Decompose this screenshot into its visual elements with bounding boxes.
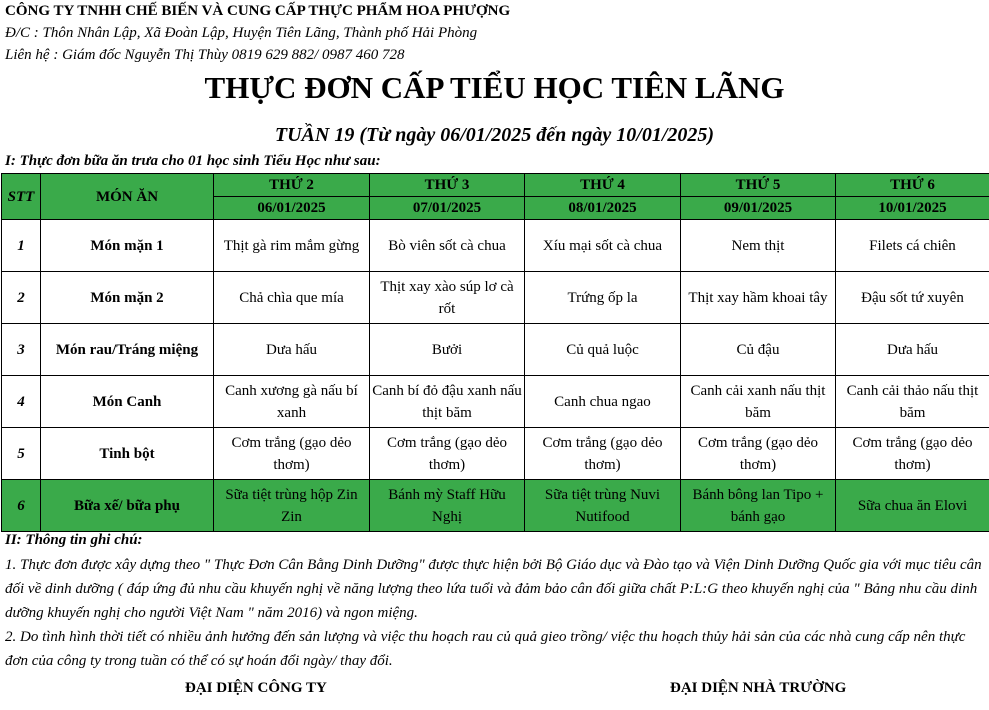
table-row: [2, 272, 989, 324]
row-dish: Bữa xế/ bữa phụ: [41, 480, 214, 532]
company-name: CÔNG TY TNHH CHẾ BIẾN VÀ CUNG CẤP THỰC PHẨM HOA PHƯỢNG: [5, 3, 511, 19]
table-row: [2, 428, 989, 480]
row-dish: Món mặn 1: [41, 220, 214, 272]
row-stt: 5: [2, 428, 41, 480]
day-date-thu: 09/01/2025: [681, 197, 836, 220]
menu-cell: Bánh mỳ Staff Hữu Nghị: [370, 480, 525, 532]
note-2: 2. Do tình hình thời tiết có nhiều ảnh hưởng đến sản lượng và việc thu hoạch rau củ quả gieo trồng/ việc thu hoạch thủy hải sản của các nhà cung cấp nên thực đơn của công ty trong tuần có thể có sự hoán đổi ngày/ thay đổi.: [5, 629, 966, 669]
signature-school: ĐẠI DIỆN NHÀ TRƯỜNG: [670, 680, 847, 696]
menu-cell: Cơm trắng (gạo dẻo thơm): [681, 428, 836, 480]
menu-cell: Canh cải thảo nấu thịt băm: [836, 376, 989, 428]
row-dish: Món rau/Tráng miệng: [41, 324, 214, 376]
menu-cell: Sữa chua ăn Elovi: [836, 480, 989, 532]
menu-cell: Cơm trắng (gạo dẻo thơm): [525, 428, 681, 480]
menu-cell: Sữa tiệt trùng Nuvi Nutifood: [525, 480, 681, 532]
menu-table: [1, 173, 989, 532]
table-row: [2, 376, 989, 428]
day-name-wed: THỨ 4: [525, 174, 681, 197]
menu-cell: Canh cải xanh nấu thịt băm: [681, 376, 836, 428]
menu-cell: Cơm trắng (gạo dẻo thơm): [370, 428, 525, 480]
menu-cell: Củ đậu: [681, 324, 836, 376]
company-address: Đ/C : Thôn Nhân Lập, Xã Đoàn Lập, Huyện Tiên Lãng, Thành phố Hải Phòng: [5, 25, 478, 41]
menu-cell: Củ quả luộc: [525, 324, 681, 376]
day-name-tue: THỨ 3: [370, 174, 525, 197]
notes-block: [5, 553, 985, 673]
menu-cell: Filets cá chiên: [836, 220, 989, 272]
menu-cell: Đậu sốt tứ xuyên: [836, 272, 989, 324]
table-row: [2, 324, 989, 376]
note-1: 1. Thực đơn được xây dựng theo " Thực Đơn Cân Bằng Dinh Dưỡng" được thực hiện bởi Bộ Giáo dục và Đào tạo và Viện Dinh Dưỡng Quốc gia với mục tiêu cân đối về dinh dưỡng ( đáp ứng đủ nhu cầu khuyến nghị về năng lượng theo lứa tuổi và đảm bảo cân đối giữa chất P:L:G theo khuyến nghị của " Bảng nhu cầu dinh dưỡng khuyến nghị cho người Việt Nam " năm 2016) và ngon miệng.: [5, 557, 982, 621]
menu-cell: Nem thịt: [681, 220, 836, 272]
week-range: TUẦN 19 (Từ ngày 06/01/2025 đến ngày 10/01/2025): [274, 124, 715, 146]
menu-cell: Canh chua ngao: [525, 376, 681, 428]
table-row-snack: [2, 480, 989, 532]
day-name-mon: THỨ 2: [214, 174, 370, 197]
day-date-mon: 06/01/2025: [214, 197, 370, 220]
menu-cell: Cơm trắng (gạo dẻo thơm): [214, 428, 370, 480]
menu-cell: Canh bí đỏ đậu xanh nấu thịt băm: [370, 376, 525, 428]
section-2-heading: II: Thông tin ghi chú:: [5, 532, 143, 548]
day-date-tue: 07/01/2025: [370, 197, 525, 220]
table-row: [2, 220, 989, 272]
row-dish: Món mặn 2: [41, 272, 214, 324]
menu-cell: Cơm trắng (gạo dẻo thơm): [836, 428, 989, 480]
signature-company: ĐẠI DIỆN CÔNG TY: [185, 680, 327, 696]
menu-cell: Dưa hấu: [214, 324, 370, 376]
menu-cell: Sữa tiệt trùng hộp Zin Zin: [214, 480, 370, 532]
day-date-fri: 10/01/2025: [836, 197, 989, 220]
row-stt: 6: [2, 480, 41, 532]
row-stt: 4: [2, 376, 41, 428]
stt-header: STT: [2, 174, 41, 220]
dish-header: MÓN ĂN: [41, 174, 214, 220]
day-date-wed: 08/01/2025: [525, 197, 681, 220]
menu-cell: Bò viên sốt cà chua: [370, 220, 525, 272]
menu-cell: Bưởi: [370, 324, 525, 376]
row-stt: 3: [2, 324, 41, 376]
menu-cell: Canh xương gà nấu bí xanh: [214, 376, 370, 428]
menu-cell: Dưa hấu: [836, 324, 989, 376]
menu-cell: Trứng ốp la: [525, 272, 681, 324]
row-stt: 2: [2, 272, 41, 324]
menu-cell: Bánh bông lan Tipo + bánh gạo: [681, 480, 836, 532]
row-dish: Món Canh: [41, 376, 214, 428]
page-title: THỰC ĐƠN CẤP TIỂU HỌC TIÊN LÃNG: [204, 70, 785, 105]
menu-cell: Xíu mại sốt cà chua: [525, 220, 681, 272]
menu-cell: Thịt xay xào súp lơ cà rốt: [370, 272, 525, 324]
menu-cell: Chả chìa que mía: [214, 272, 370, 324]
section-1-heading: I: Thực đơn bữa ăn trưa cho 01 học sinh Tiểu Học như sau:: [5, 153, 381, 169]
day-name-fri: THỨ 6: [836, 174, 989, 197]
company-contact: Liên hệ : Giám đốc Nguyễn Thị Thùy 0819 629 882/ 0987 460 728: [5, 47, 405, 63]
day-name-thu: THỨ 5: [681, 174, 836, 197]
row-stt: 1: [2, 220, 41, 272]
menu-cell: Thịt gà rim mắm gừng: [214, 220, 370, 272]
menu-cell: Thịt xay hầm khoai tây: [681, 272, 836, 324]
row-dish: Tinh bột: [41, 428, 214, 480]
